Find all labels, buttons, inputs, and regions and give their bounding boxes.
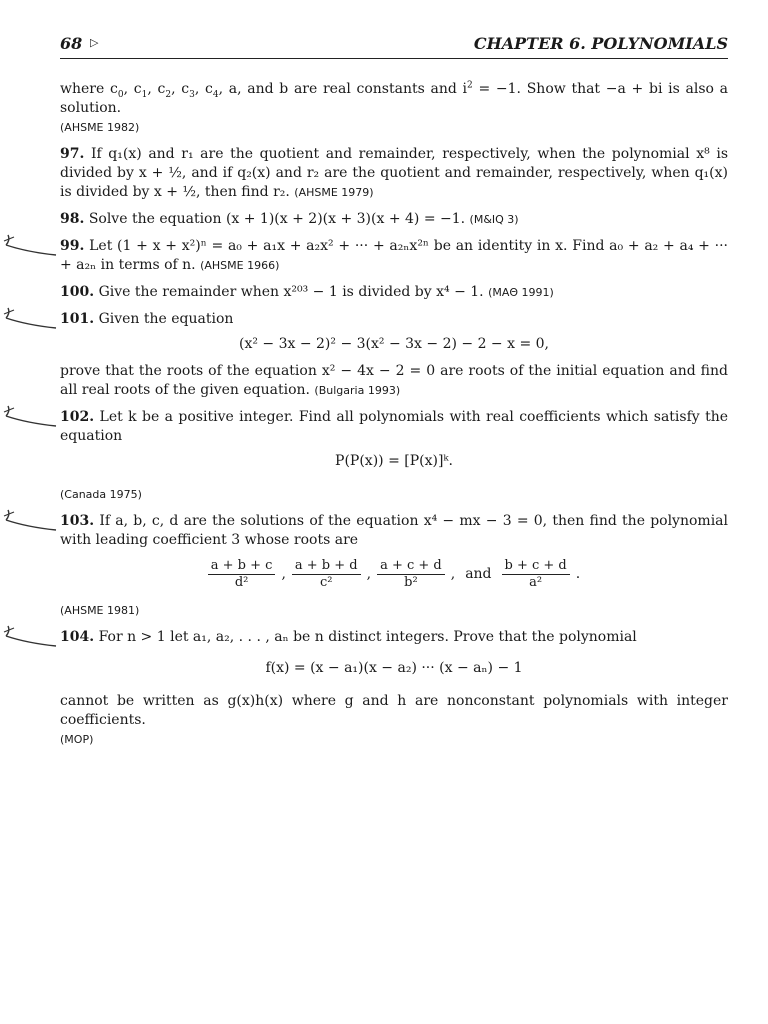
problem-101 [60, 310, 728, 400]
source-citation: (AHSME 1979) [294, 186, 374, 199]
check-hook-icon [2, 304, 58, 330]
fraction: $\frac{a + b + d}{\text{c²}}$ [292, 558, 361, 591]
fraction: $\frac{a + c + d}{\text{b²}}$ [377, 558, 445, 591]
problem-text-continued: prove that the roots of the equation x² − 4x − 2 = 0 are roots of the initial equation and find all real roots of the given equation. (Bulgaria 1993) [60, 363, 728, 398]
problem-number: 97. [60, 146, 85, 162]
source-citation: (MAΘ 1991) [488, 286, 554, 299]
check-hook-icon [2, 506, 58, 532]
source-citation: (AHSME 1966) [200, 259, 280, 272]
problem-100 [60, 283, 728, 302]
problem-text: If a, b, c, d are the solutions of the equation x⁴ − mx − 3 = 0, then find the polynomial with leading coefficient 3 whose roots are [60, 513, 728, 548]
problem-102 [60, 408, 728, 504]
problem-99 [60, 237, 728, 275]
running-header [60, 34, 728, 58]
display-equation: P(P(x)) = [P(x)]ᵏ. [335, 453, 453, 469]
problem-number: 103. [60, 513, 95, 529]
problem-number: 102. [60, 409, 95, 425]
problem-number: 104. [60, 629, 95, 645]
problem-text: Let k be a positive integer. Find all polynomials with real coefficients which satisfy the equation [60, 409, 728, 444]
problem-list [60, 80, 728, 757]
chapter-title: CHAPTER 6. POLYNOMIALS [473, 34, 728, 53]
display-equation: f(x) = (x − a₁)(x − a₂) ··· (x − aₙ) − 1 [265, 660, 523, 676]
display-equation: (x² − 3x − 2)² − 3(x² − 3x − 2) − 2 − x = 0, [238, 336, 549, 352]
problem-97 [60, 145, 728, 202]
problem-text: Solve the equation (x + 1)(x + 2)(x + 3)(x + 4) = −1. [88, 211, 466, 227]
check-hook-icon [2, 622, 58, 648]
problem-text: If q₁(x) and r₁ are the quotient and remainder, respectively, when the polynomial x⁸ is divided by x + ½, and if q₂(x) and r₂ are the quotient and remainder, respectively, when q₁(x) is divided by x + ½, then find r₂. [60, 146, 728, 200]
problem-number: 100. [60, 284, 95, 300]
source-citation: (AHSME 1981) [60, 604, 140, 617]
source-citation: (Bulgaria 1993) [314, 384, 401, 397]
and-word: and [465, 566, 492, 582]
source-citation: (Canada 1975) [60, 488, 142, 501]
page-number: 68 [60, 34, 83, 53]
source-citation: (MOP) [60, 733, 94, 746]
problem-98 [60, 210, 728, 229]
problem-103 [60, 512, 728, 620]
problem-text: Give the remainder when x²⁰³ − 1 is divided by x⁴ − 1. [98, 284, 484, 300]
source-citation: (M&IQ 3) [469, 213, 519, 226]
problem-104 [60, 628, 728, 749]
problem-number: 98. [60, 211, 85, 227]
triangle-arrow-icon: ▷ [90, 36, 99, 49]
fraction: $\frac{a + b + c}{\text{d²}}$ [208, 558, 276, 591]
fraction-list: $\frac{a + b + c}{\text{d²}}$ , $\frac{a + b + d}{\text{c²}}$ , $\frac{a + c + d}{\text{b²}}$ , and $\frac{b + c + d}{\text{a²}}$ . [60, 558, 728, 591]
problem-text: Let (1 + x + x²)ⁿ = a₀ + a₁x + a₂x² + ··· + a₂ₙx²ⁿ be an identity in x. Find a₀ + a₂ + a₄ + ··· + a₂ₙ in terms of n. [60, 238, 728, 273]
check-hook-icon [2, 231, 58, 257]
problem-text-continued: cannot be written as g(x)h(x) where g and h are nonconstant polynomials with integer coefficients. (MOP) [60, 693, 728, 746]
fraction: $\frac{b + c + d}{\text{a²}}$ [502, 558, 570, 591]
header-rule [60, 58, 728, 59]
check-hook-icon [2, 402, 58, 428]
intro-paragraph: where $c_0$, $c_1$, $c_2$, $c_3$, $c_4$, a, and b are real constants and $i^2 = -1$. Show that −a + bi is also a solution. (AHSME 1982) [60, 80, 729, 134]
problem-text: Given the equation [98, 311, 234, 327]
problem-number: 101. [60, 311, 95, 327]
problem-number: 99. [60, 238, 85, 254]
problem-text: For n > 1 let a₁, a₂, . . . , aₙ be n distinct integers. Prove that the polynomial [98, 629, 637, 645]
source-citation: (AHSME 1982) [60, 121, 140, 134]
